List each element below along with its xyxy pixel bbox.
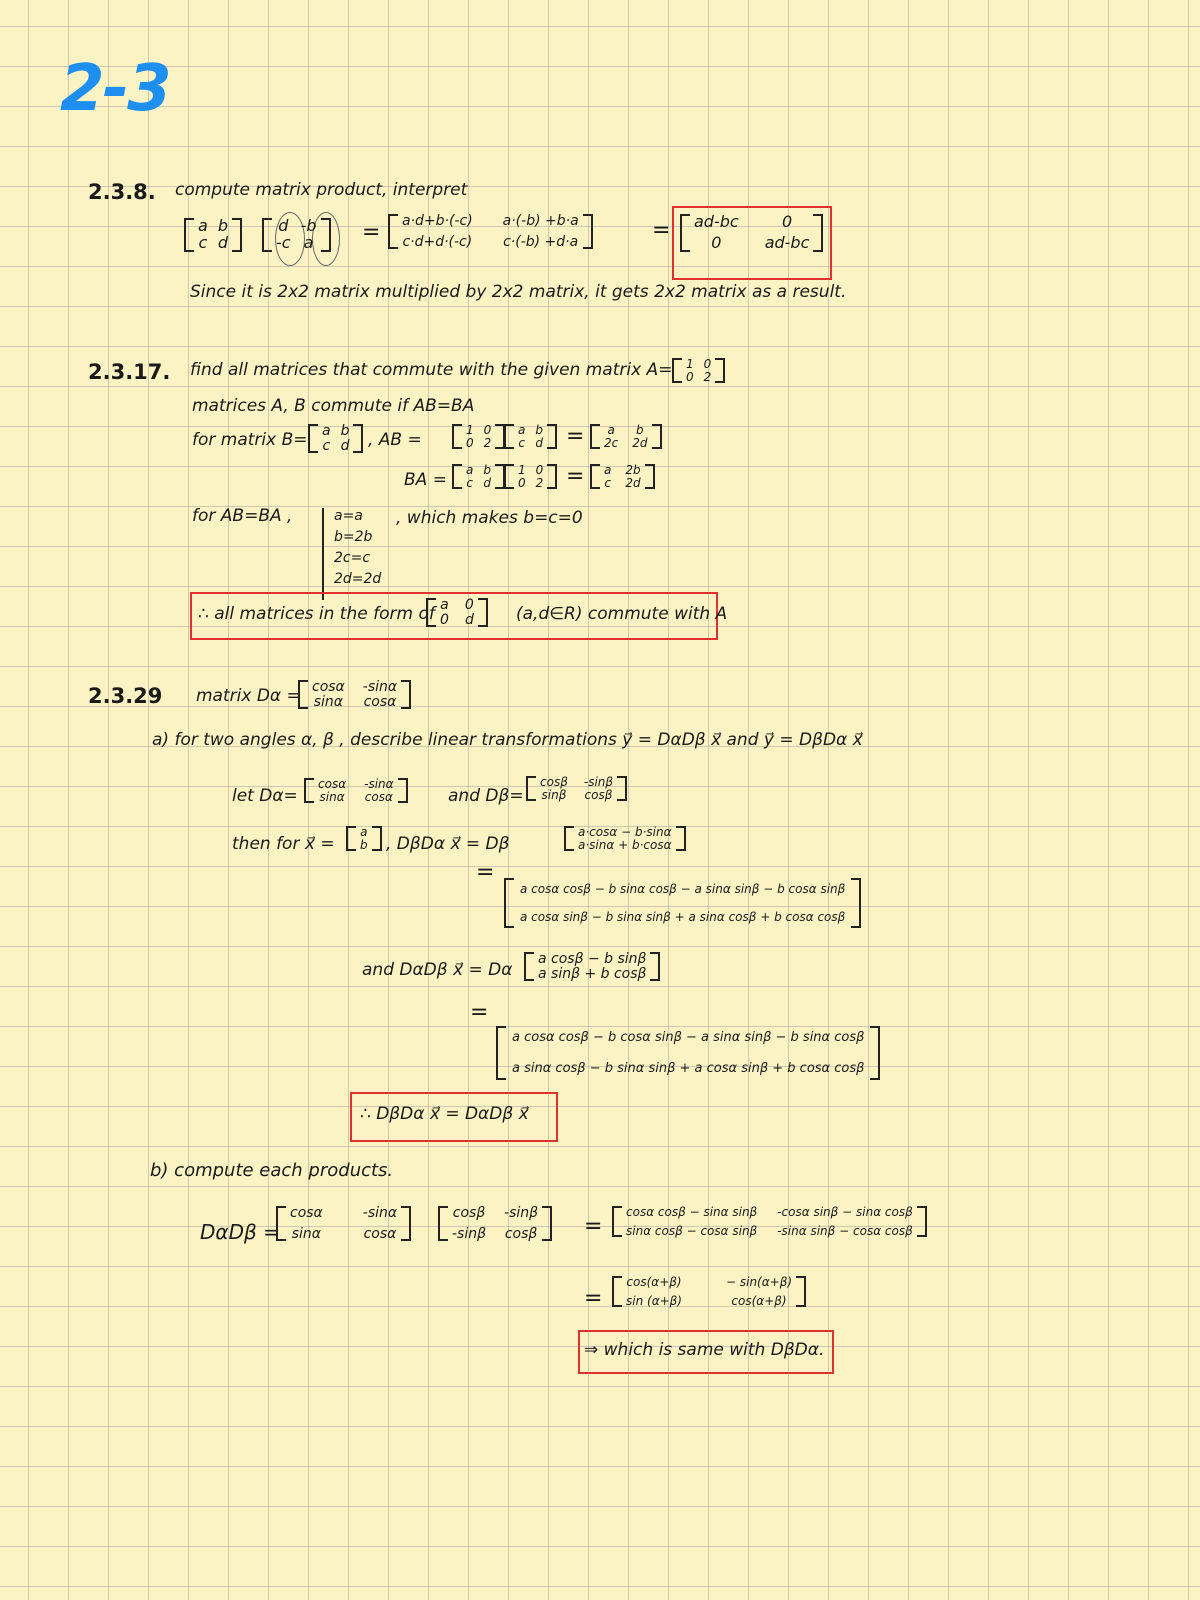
problem-heading-2317: find all matrices that commute with the given matrix A= bbox=[190, 360, 673, 380]
matrix-A-copy: 1 0 0 2 bbox=[452, 424, 505, 449]
DbDa-x-label: , DβDα x⃗ = Dβ bbox=[386, 834, 510, 854]
matrix-D-beta: cosβ -sinβ sinβ cosβ bbox=[526, 776, 627, 801]
matrix-D-alpha-label: matrix Dα = bbox=[196, 686, 301, 706]
matrix-abcd: a b c d bbox=[184, 218, 242, 252]
equals-sign: = bbox=[470, 1000, 489, 1025]
vector-x: a b bbox=[346, 826, 382, 851]
for-matrix-B-label: for matrix B= bbox=[192, 430, 308, 450]
matrix-result-238: ad-bc 0 0 ad-bc bbox=[680, 214, 823, 252]
then-for-x-label: then for x⃗ = bbox=[232, 834, 335, 854]
equals-sign: = bbox=[652, 218, 671, 243]
matrix-A-copy2: 1 0 0 2 bbox=[504, 464, 557, 489]
equals-sign: = bbox=[584, 1214, 603, 1239]
vector-Da-x: a·cosα − b·sinα a·sinα + b·cosα bbox=[564, 826, 686, 851]
conclusion-2317-a: ∴ all matrices in the form of bbox=[198, 604, 435, 624]
problem-number-2329: 2.3.29 bbox=[88, 684, 163, 708]
matrix-diagonal: a 0 0 d bbox=[426, 598, 488, 627]
conclusion-b-c-zero: , which makes b=c=0 bbox=[396, 508, 583, 528]
matrix-adjugate: d -b -c a bbox=[262, 218, 331, 252]
and-D-beta-label: and Dβ= bbox=[448, 786, 524, 806]
and-DaDb-x-label: and DαDβ x⃗ = Dα bbox=[362, 960, 513, 980]
matrix-product-expanded-b: cosα cosβ − sinα sinβ -cosα sinβ − sinα cosβ sinα cosβ − cosα sinβ -sinα sinβ − cosα cosβ bbox=[612, 1206, 927, 1237]
result-DbDa-x: a cosα cosβ − b sinα cosβ − a sinα sinβ − b cosα sinβ a cosα sinβ − b sinα sinβ + a sinα cosβ + b cosα cosβ bbox=[504, 878, 861, 928]
matrix-B-copy2: a b c d bbox=[452, 464, 505, 489]
part-a-text: a) for two angles α, β , describe linear transformations y⃗ = DαDβ x⃗ and y⃗ = DβDα x⃗ bbox=[152, 730, 863, 750]
equals-sign: = bbox=[584, 1286, 603, 1311]
equation-system: a=a b=2b 2c=c 2d=2d bbox=[334, 508, 382, 587]
matrix-D-alpha: cosα -sinα sinα cosα bbox=[298, 680, 411, 709]
problem-heading-238: compute matrix product, interpret bbox=[175, 180, 468, 200]
DaDb-label: DαDβ = bbox=[200, 1220, 280, 1244]
note-238: Since it is 2x2 matrix multiplied by 2x2 matrix, it gets 2x2 matrix as a result. bbox=[190, 282, 847, 302]
result-DaDb-x: a cosα cosβ − b cosα sinβ − a sinα sinβ − b sinα cosβ a sinα cosβ − b sinα sinβ + a cosα sinβ + b cosα cosβ bbox=[496, 1026, 880, 1080]
problem-number-238: 2.3.8. bbox=[88, 180, 156, 204]
matrix-D-alpha-3: cosα -sinα sinα cosα bbox=[276, 1206, 411, 1241]
BA-label: BA = bbox=[404, 470, 447, 490]
matrix-B-copy: a b c d bbox=[504, 424, 557, 449]
conclusion-2329b: ⇒ which is same with DβDα. bbox=[584, 1340, 825, 1360]
matrix-D-alpha-2: cosα -sinα sinα cosα bbox=[304, 778, 408, 803]
system-brace bbox=[322, 508, 324, 600]
matrix-A: 1 0 0 2 bbox=[672, 358, 725, 383]
part-b-text: b) compute each products. bbox=[150, 1160, 394, 1181]
equals-sign: = bbox=[476, 860, 495, 885]
for-AB-BA-label: for AB=BA , bbox=[192, 506, 293, 526]
equals-sign: = bbox=[566, 464, 585, 489]
page-title: 2-3 bbox=[60, 52, 170, 126]
conclusion-2329a: ∴ DβDα x⃗ = DαDβ x⃗ bbox=[360, 1104, 529, 1124]
equals-sign: = bbox=[362, 220, 381, 245]
matrix-rotation-sum: cos(α+β) − sin(α+β) sin (α+β) cos(α+β) bbox=[612, 1276, 806, 1307]
equals-sign: = bbox=[566, 424, 585, 449]
matrix-D-beta-2: cosβ -sinβ -sinβ cosβ bbox=[438, 1206, 552, 1241]
matrix-B: a b c d bbox=[308, 424, 363, 453]
let-D-alpha-label: let Dα= bbox=[232, 786, 298, 806]
AB-label: , AB = bbox=[368, 430, 422, 450]
conclusion-2317-b: (a,d∈R) commute with A bbox=[516, 604, 728, 624]
matrix-BA: a 2b c 2d bbox=[590, 464, 655, 489]
matrix-product-expanded: a·d+b·(-c) a·(-b) +b·a c·d+d·(-c) c·(-b) +d·a bbox=[388, 214, 593, 249]
commute-definition: matrices A, B commute if AB=BA bbox=[192, 396, 475, 416]
problem-number-2317: 2.3.17. bbox=[88, 360, 171, 384]
matrix-AB: a b 2c 2d bbox=[590, 424, 662, 449]
vector-Db-x: a cosβ − b sinβ a sinβ + b cosβ bbox=[524, 952, 660, 981]
